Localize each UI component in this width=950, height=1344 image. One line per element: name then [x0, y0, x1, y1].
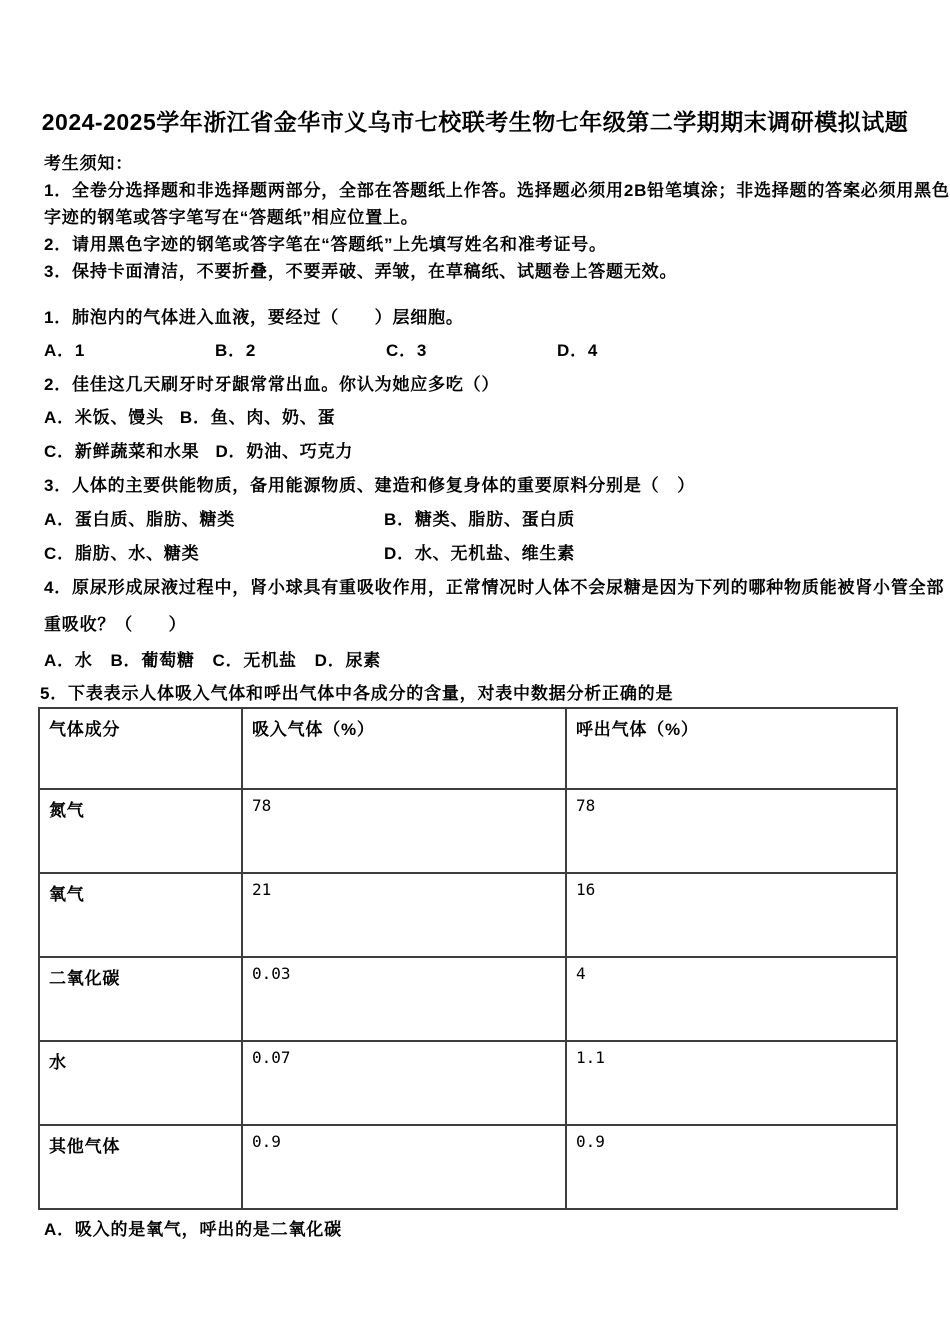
- question-3-options-row2: [44, 539, 575, 564]
- cell-exhaled-value: 4: [566, 957, 897, 1041]
- question-4-text-line2: 重吸收？（ ）: [44, 615, 187, 634]
- q1-option-b: B．2: [215, 341, 257, 360]
- table-row-water: [39, 1041, 897, 1125]
- q3-option-d: D．水、无机盐、维生素: [384, 544, 576, 563]
- notice-line-1-cont: 字迹的钢笔或答字笔写在“答题纸”相应位置上。: [44, 208, 419, 227]
- table-row-carbon-dioxide: [39, 957, 897, 1041]
- q2-option-a: A．米饭、馒头: [44, 408, 164, 427]
- exam-title: 2024-2025学年浙江省金华市义乌市七校联考生物七年级第二学期期末调研模拟试题: [41, 109, 909, 135]
- column-header-component: 气体成分: [39, 708, 242, 789]
- q2-option-b: B．鱼、肉、奶、蛋: [179, 408, 336, 427]
- question-2-text: 2．佳佳这几天刷牙时牙龈常常出血。你认为她应多吃（）: [44, 375, 500, 394]
- column-header-inhaled: 吸入气体（%）: [242, 708, 566, 789]
- question-4-options: A．水 B．葡萄糖 C．无机盐 D．尿素: [44, 651, 382, 670]
- question-5-text: 5．下表表示人体吸入气体和呼出气体中各成分的含量，对表中数据分析正确的是: [40, 684, 674, 703]
- question-2-options-row1: [44, 403, 335, 428]
- q2-option-c: C．新鲜蔬菜和水果: [44, 442, 200, 461]
- notice-line-2: 2．请用黑色字迹的钢笔或答字笔在“答题纸”上先填写姓名和准考证号。: [44, 235, 607, 254]
- cell-inhaled-value: 21: [242, 873, 566, 957]
- q2-option-d: D．奶油、巧克力: [215, 442, 354, 461]
- table-row-other-gases: [39, 1125, 897, 1209]
- question-3-options-row1: [44, 505, 575, 530]
- question-4-text-line1: 4．原尿形成尿液过程中，肾小球具有重吸收作用，正常情况时人体不会尿糖是因为下列的哪种物质能被肾小管全部: [44, 578, 945, 597]
- cell-exhaled-value: 16: [566, 873, 897, 957]
- table-row-nitrogen: [39, 789, 897, 873]
- table-header-row: [39, 708, 897, 789]
- question-2-options-row2: [44, 437, 353, 462]
- notice-line-3: 3．保持卡面清洁，不要折叠，不要弄破、弄皱，在草稿纸、试题卷上答题无效。: [44, 262, 678, 281]
- q3-option-b: B．糖类、脂肪、蛋白质: [384, 510, 576, 529]
- column-header-exhaled: 呼出气体（%）: [566, 708, 897, 789]
- question-1-text: 1．肺泡内的气体进入血液，要经过（ ）层细胞。: [44, 308, 464, 327]
- notice-line-1: 1．全卷分选择题和非选择题两部分，全部在答题纸上作答。选择题必须用2B铅笔填涂；非选择题的答案必须用黑色: [44, 181, 950, 200]
- cell-label: 氧气: [39, 873, 242, 957]
- cell-label: 其他气体: [39, 1125, 242, 1209]
- q1-option-c: C．3: [386, 341, 428, 360]
- gas-composition-table: [38, 707, 898, 1210]
- cell-inhaled-value: 0.07: [242, 1041, 566, 1125]
- cell-label: 水: [39, 1041, 242, 1125]
- cell-inhaled-value: 78: [242, 789, 566, 873]
- question-1-options: [44, 336, 728, 361]
- q1-option-a: A．1: [44, 341, 86, 360]
- cell-exhaled-value: 0.9: [566, 1125, 897, 1209]
- q3-option-a: A．蛋白质、脂肪、糖类: [44, 510, 236, 529]
- question-5-option-a: A．吸入的是氧气，呼出的是二氧化碳: [44, 1220, 342, 1239]
- notice-heading: 考生须知：: [44, 154, 133, 173]
- question-3-text: 3．人体的主要供能物质，备用能源物质、建造和修复身体的重要原料分别是（ ）: [44, 476, 696, 495]
- cell-exhaled-value: 78: [566, 789, 897, 873]
- cell-exhaled-value: 1.1: [566, 1041, 897, 1125]
- q3-option-c: C．脂肪、水、糖类: [44, 544, 200, 563]
- cell-inhaled-value: 0.9: [242, 1125, 566, 1209]
- cell-label: 二氧化碳: [39, 957, 242, 1041]
- cell-label: 氮气: [39, 789, 242, 873]
- table-row-oxygen: [39, 873, 897, 957]
- q1-option-d: D．4: [557, 341, 599, 360]
- cell-inhaled-value: 0.03: [242, 957, 566, 1041]
